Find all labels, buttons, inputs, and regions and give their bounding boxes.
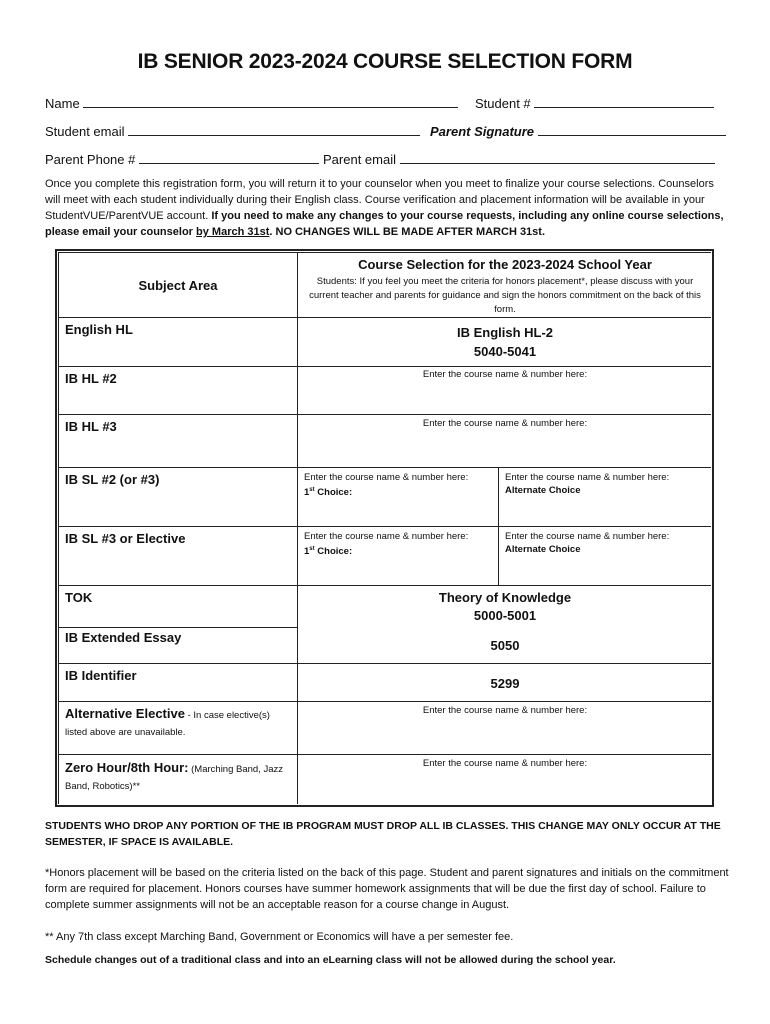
zero-label: Zero Hour/8th Hour:: [65, 760, 189, 775]
parent-email-label: Parent email: [323, 152, 396, 167]
row-label-hl2: IB HL #2: [65, 371, 117, 386]
student-email-field[interactable]: [45, 123, 420, 139]
alternate-choice-label: Alternate Choice: [505, 485, 581, 496]
choice-sup: st: [309, 487, 315, 493]
sl2-first-choice-input[interactable]: [304, 471, 468, 499]
choice-text: Choice:: [314, 546, 353, 558]
fee-footnote: ** Any 7th class except Marching Band, Government or Economics will have a per semester fee.: [45, 931, 514, 943]
intro-end: . NO CHANGES WILL BE MADE AFTER MARCH 31st.: [269, 226, 546, 238]
student-email-label: Student email: [45, 124, 125, 139]
row-line: [58, 701, 711, 702]
row-label-tok: TOK: [65, 590, 93, 605]
enter-text: Enter the course name & number here:: [505, 472, 670, 483]
row-label-alternative-elective: [65, 706, 290, 740]
row-line: [58, 585, 711, 586]
tok-course: Theory of Knowledge: [438, 590, 572, 605]
student-email-line: [128, 123, 420, 136]
identifier-code: 5299: [490, 676, 520, 691]
student-number-label: Student #: [475, 96, 531, 111]
parent-signature-line: [538, 123, 726, 136]
row-label-hl3: IB HL #3: [65, 419, 117, 434]
parent-email-field[interactable]: [323, 151, 715, 167]
choice-num: 1: [304, 546, 310, 558]
sl3-alternate-choice-input[interactable]: [505, 530, 669, 556]
enter-text: Enter the course name & number here:: [505, 531, 670, 542]
choice-text: Choice:: [314, 487, 353, 499]
name-label: Name: [45, 96, 80, 111]
zero-note: (Marching Band, Jazz Band, Robotics)**: [65, 764, 284, 792]
alternate-choice-label: Alternate Choice: [505, 544, 581, 555]
row-line: [58, 366, 711, 367]
course-selection-header: Course Selection for the 2023-2024 School Year: [358, 257, 652, 272]
table-inner-left: [58, 252, 59, 804]
drop-warning: STUDENTS WHO DROP ANY PORTION OF THE IB PROGRAM MUST DROP ALL IB CLASSES. THIS CHANGE MAY ONLY OCCUR AT THE SEMESTER, IF SPACE IS AVAILABLE.: [45, 820, 721, 848]
name-field[interactable]: [45, 95, 458, 111]
row-line: [58, 317, 711, 318]
student-number-line: [534, 95, 714, 108]
parent-email-line: [400, 151, 715, 164]
row-label-identifier: IB Identifier: [65, 668, 137, 683]
zero-hour-input[interactable]: Enter the course name & number here:: [422, 758, 588, 769]
english-code: 5040-5041: [473, 344, 537, 359]
choice-sup: st: [309, 546, 315, 552]
parent-signature-field[interactable]: [430, 123, 726, 139]
subject-area-header: Subject Area: [138, 278, 218, 293]
enter-text: Enter the course name & number here:: [304, 472, 469, 483]
form-title: IB SENIOR 2023-2024 COURSE SELECTION FORM: [137, 50, 633, 73]
alternative-elective-input[interactable]: Enter the course name & number here:: [422, 705, 588, 716]
intro-bold: If you need to make any changes to your course requests, including any online course selections, please email your counselor: [45, 210, 724, 238]
alt-label: Alternative Elective: [65, 706, 185, 721]
row-label-sl2: IB SL #2 (or #3): [65, 472, 160, 487]
english-course: IB English HL-2: [456, 325, 554, 340]
hl3-course-input[interactable]: Enter the course name & number here:: [422, 418, 588, 429]
sl2-alternate-choice-input[interactable]: [505, 471, 669, 497]
alt-note: - In case elective(s) listed above are unavailable.: [65, 710, 270, 738]
name-line: [83, 95, 458, 108]
enter-text: Enter the course name & number here:: [304, 531, 469, 542]
row-line: [58, 627, 298, 628]
row-line: [58, 663, 711, 664]
row-label-extended-essay: IB Extended Essay: [65, 630, 182, 645]
hl2-course-input[interactable]: Enter the course name & number here:: [422, 369, 588, 380]
row-line: [58, 467, 711, 468]
extended-essay-code: 5050: [490, 638, 520, 653]
honors-footnote: *Honors placement will be based on the criteria listed on the back of this page. Student and parent signatures and initials on the commitment form are required for placement. Honors courses have summer homework assignments that will be due the first day of school. Failure to complete summer assignments will not be an acceptable reason for a course change in August.: [45, 867, 729, 911]
honors-note: Students: If you feel you meet the criteria for honors placement*, please discuss with your current teacher and parents for guidance and sign the honors commitment on the back of this form.: [309, 276, 701, 315]
row-line: [58, 414, 711, 415]
sl3-first-choice-input[interactable]: [304, 530, 468, 558]
table-inner-top: [58, 252, 711, 253]
student-number-field[interactable]: [475, 95, 714, 111]
row-line: [58, 526, 711, 527]
intro-deadline: by March 31st: [196, 226, 270, 238]
schedule-note: Schedule changes out of a traditional class and into an eLearning class will not be allowed during the school year.: [45, 954, 616, 966]
row-line: [58, 754, 711, 755]
choice-num: 1: [304, 487, 310, 499]
row-label-sl3: IB SL #3 or Elective: [65, 531, 186, 546]
parent-phone-field[interactable]: [45, 151, 319, 167]
parent-phone-line: [139, 151, 319, 164]
parent-signature-label: Parent Signature: [430, 124, 535, 139]
intro-plain: Once you complete this registration form, you will return it to your counselor when you meet to finalize your course selections. Counselors will meet with each student individually during their English class. Course verification and placement information will be available in your StudentVUE/ParentVUE account.: [45, 178, 714, 222]
row-label-english-hl: English HL: [65, 322, 133, 337]
tok-code: 5000-5001: [473, 608, 537, 623]
row-label-zero-hour: [65, 760, 290, 794]
intro-paragraph: [45, 176, 725, 240]
parent-phone-label: Parent Phone #: [45, 152, 136, 167]
